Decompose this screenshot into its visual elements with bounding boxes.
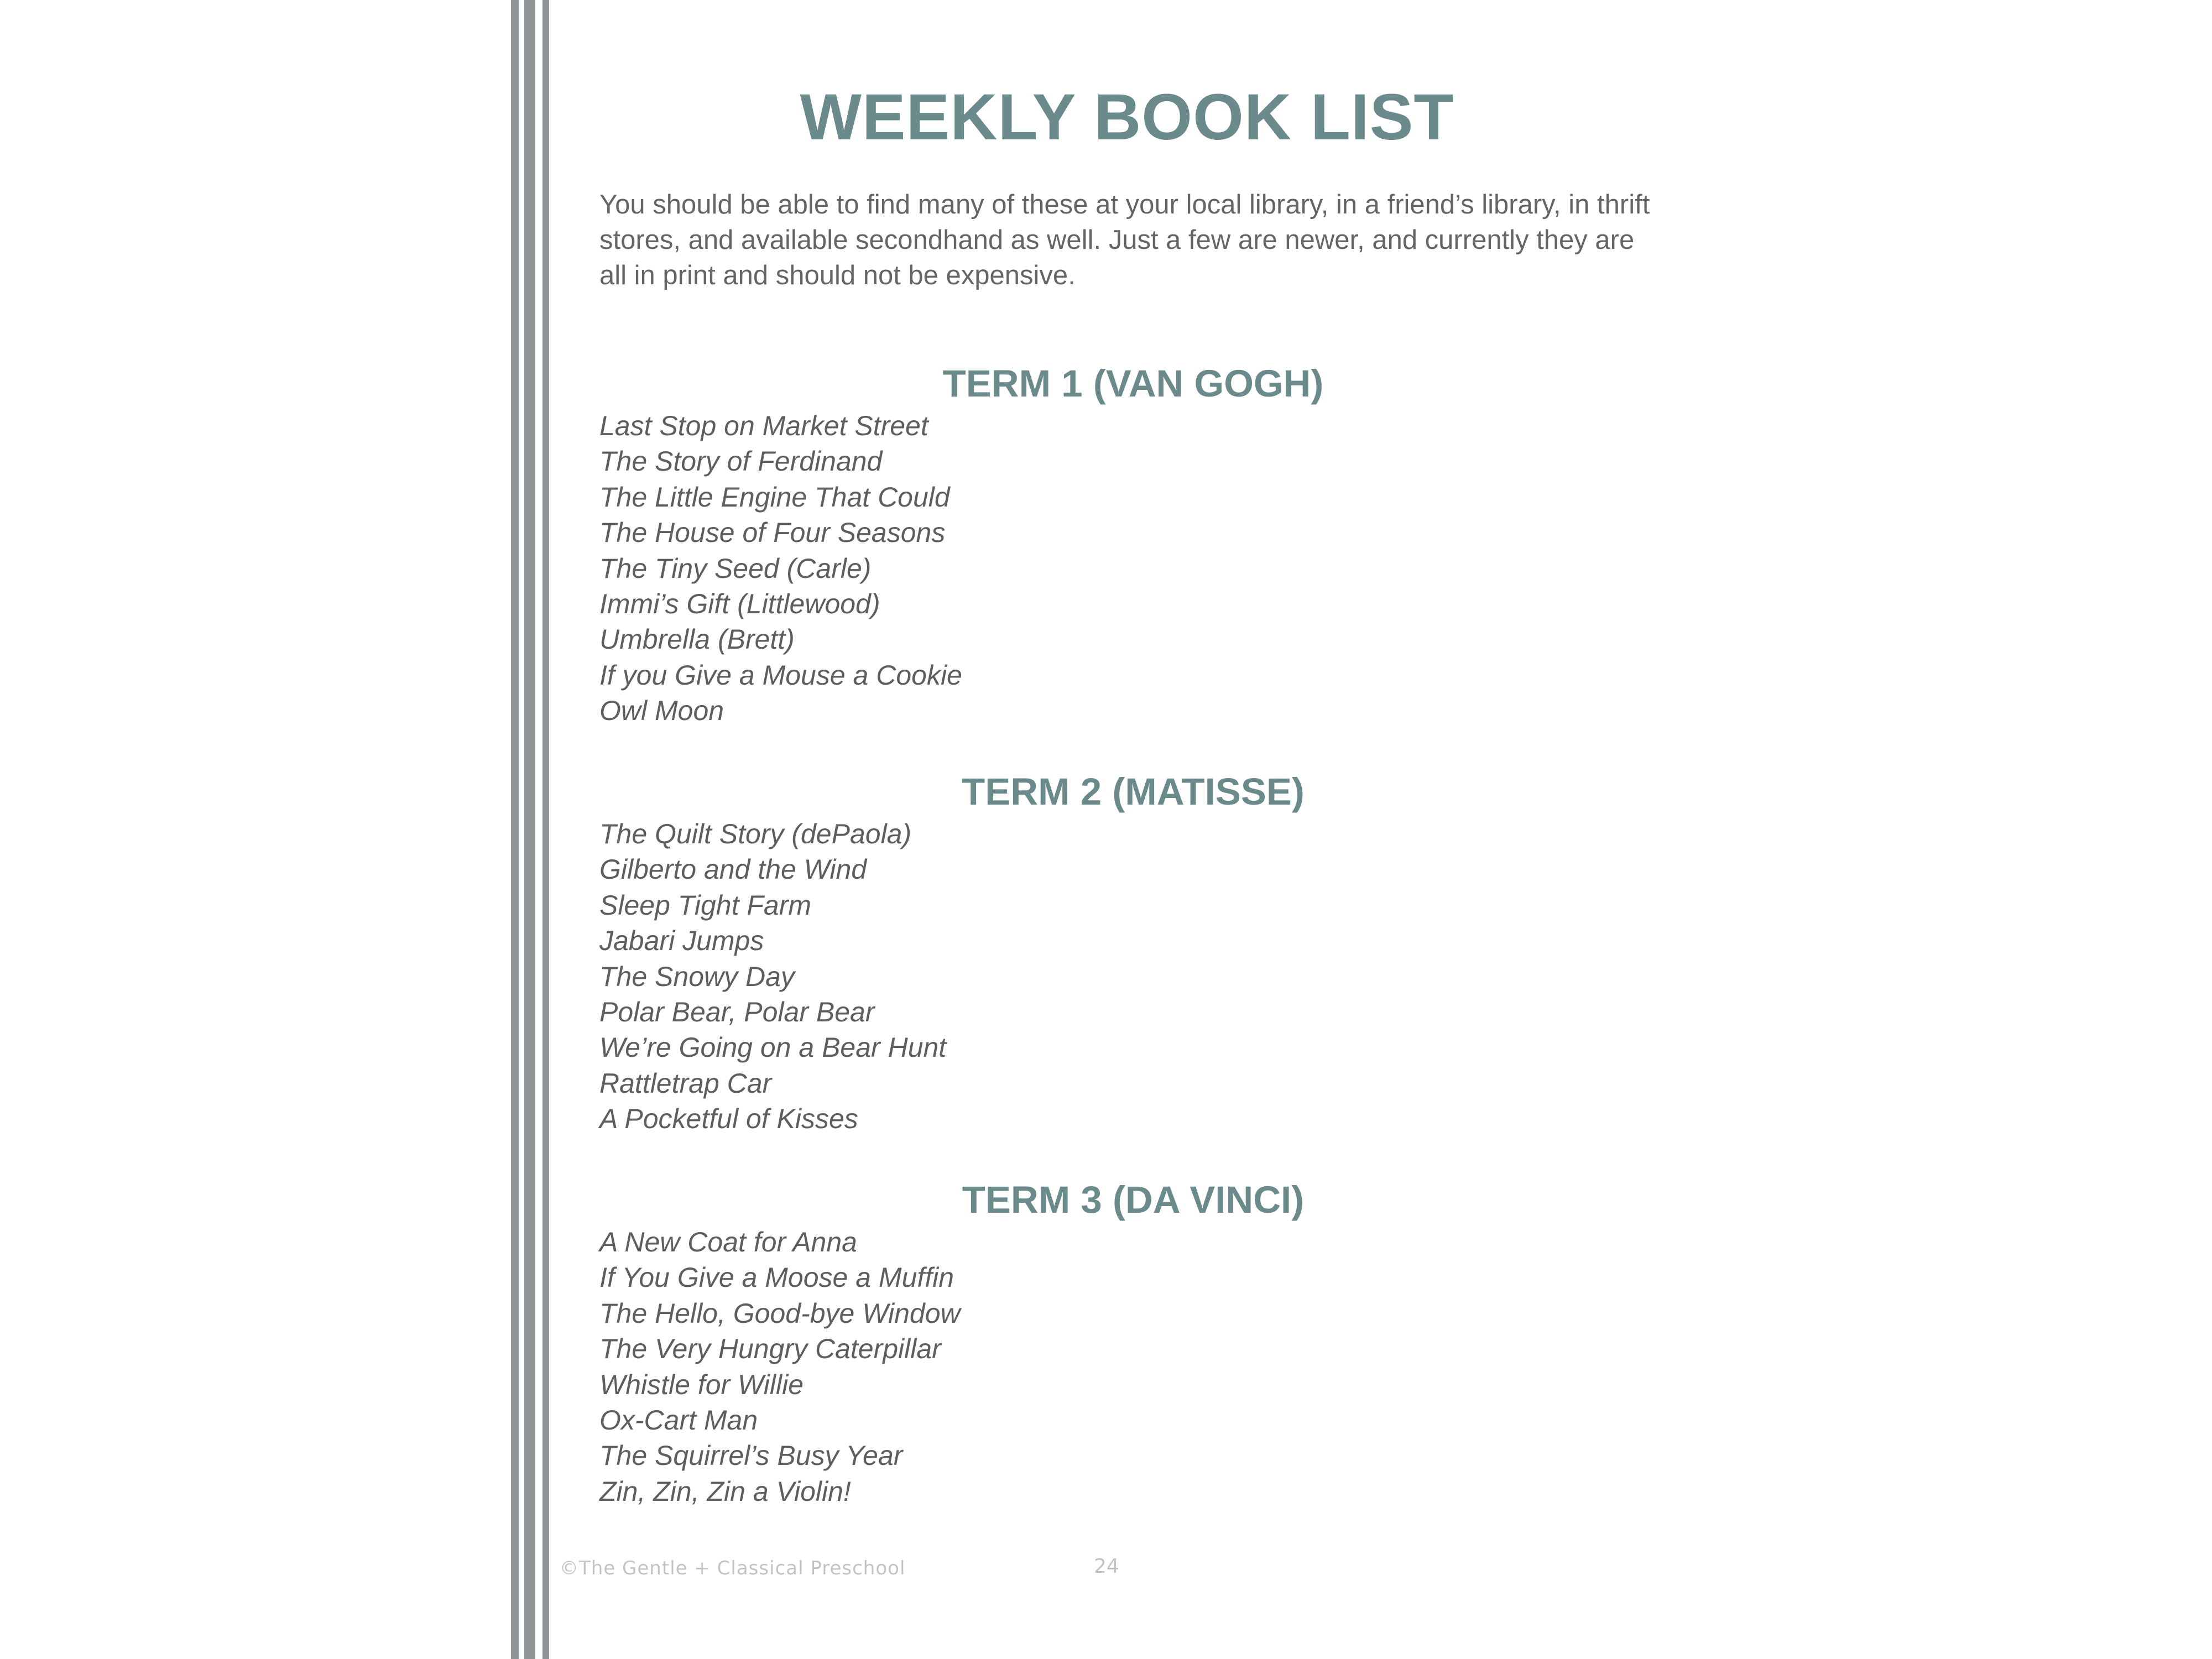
book-title: Immi’s Gift (Littlewood) bbox=[599, 588, 880, 620]
decorative-stripe bbox=[524, 0, 535, 1659]
book-title: Gilberto and the Wind bbox=[599, 854, 867, 885]
book-title: The Little Engine That Could bbox=[599, 481, 950, 513]
book-title: If you Give a Mouse a Cookie bbox=[599, 659, 962, 691]
book-title: A New Coat for Anna bbox=[599, 1227, 857, 1258]
book-title: Zin, Zin, Zin a Violin! bbox=[599, 1475, 851, 1507]
book-title: Owl Moon bbox=[599, 695, 724, 727]
decorative-stripe bbox=[511, 0, 519, 1659]
book-title: Ox-Cart Man bbox=[599, 1405, 758, 1436]
book-title: The Squirrel’s Busy Year bbox=[599, 1440, 903, 1472]
intro-paragraph: You should be able to find many of these at your local library, in a friend’s library, in thrift stores, and available secondhand as well. Just a few are newer, and currently they are all in print and should not be expensive. bbox=[599, 190, 1650, 290]
book-list bbox=[599, 816, 1667, 1137]
book-title: The Story of Ferdinand bbox=[599, 446, 883, 477]
book-title: A Pocketful of Kisses bbox=[599, 1103, 858, 1135]
term-heading: TERM 1 (VAN GOGH) bbox=[942, 362, 1324, 405]
term-3-section bbox=[599, 1178, 1667, 1509]
term-1-section bbox=[599, 362, 1667, 729]
book-title: Umbrella (Brett) bbox=[599, 624, 795, 655]
book-title: The Hello, Good-bye Window bbox=[599, 1297, 961, 1329]
page-number: 24 bbox=[1094, 1555, 1119, 1578]
book-title: Jabari Jumps bbox=[599, 925, 764, 957]
footer-copyright: ©The Gentle + Classical Preschool bbox=[560, 1557, 906, 1579]
book-title: The House of Four Seasons bbox=[599, 517, 946, 549]
book-title: Rattletrap Car bbox=[599, 1067, 772, 1099]
term-heading: TERM 2 (MATISSE) bbox=[962, 770, 1305, 813]
book-title: If You Give a Moose a Muffin bbox=[599, 1262, 954, 1293]
book-list bbox=[599, 1224, 1667, 1509]
book-title: We’re Going on a Bear Hunt bbox=[599, 1032, 947, 1063]
book-title: Whistle for Willie bbox=[599, 1369, 804, 1400]
page-title: WEEKLY BOOK LIST bbox=[800, 81, 1454, 154]
book-list bbox=[599, 408, 1667, 729]
term-2-section bbox=[599, 770, 1667, 1137]
book-title: The Snowy Day bbox=[599, 961, 795, 992]
book-title: Last Stop on Market Street bbox=[599, 410, 928, 441]
book-title: The Tiny Seed (Carle) bbox=[599, 552, 872, 584]
book-title: The Quilt Story (dePaola) bbox=[599, 818, 912, 849]
term-heading: TERM 3 (DA VINCI) bbox=[962, 1178, 1305, 1221]
book-title: Polar Bear, Polar Bear bbox=[599, 997, 875, 1028]
book-title: The Very Hungry Caterpillar bbox=[599, 1333, 941, 1365]
book-title: Sleep Tight Farm bbox=[599, 889, 812, 921]
decorative-stripe bbox=[542, 0, 549, 1659]
